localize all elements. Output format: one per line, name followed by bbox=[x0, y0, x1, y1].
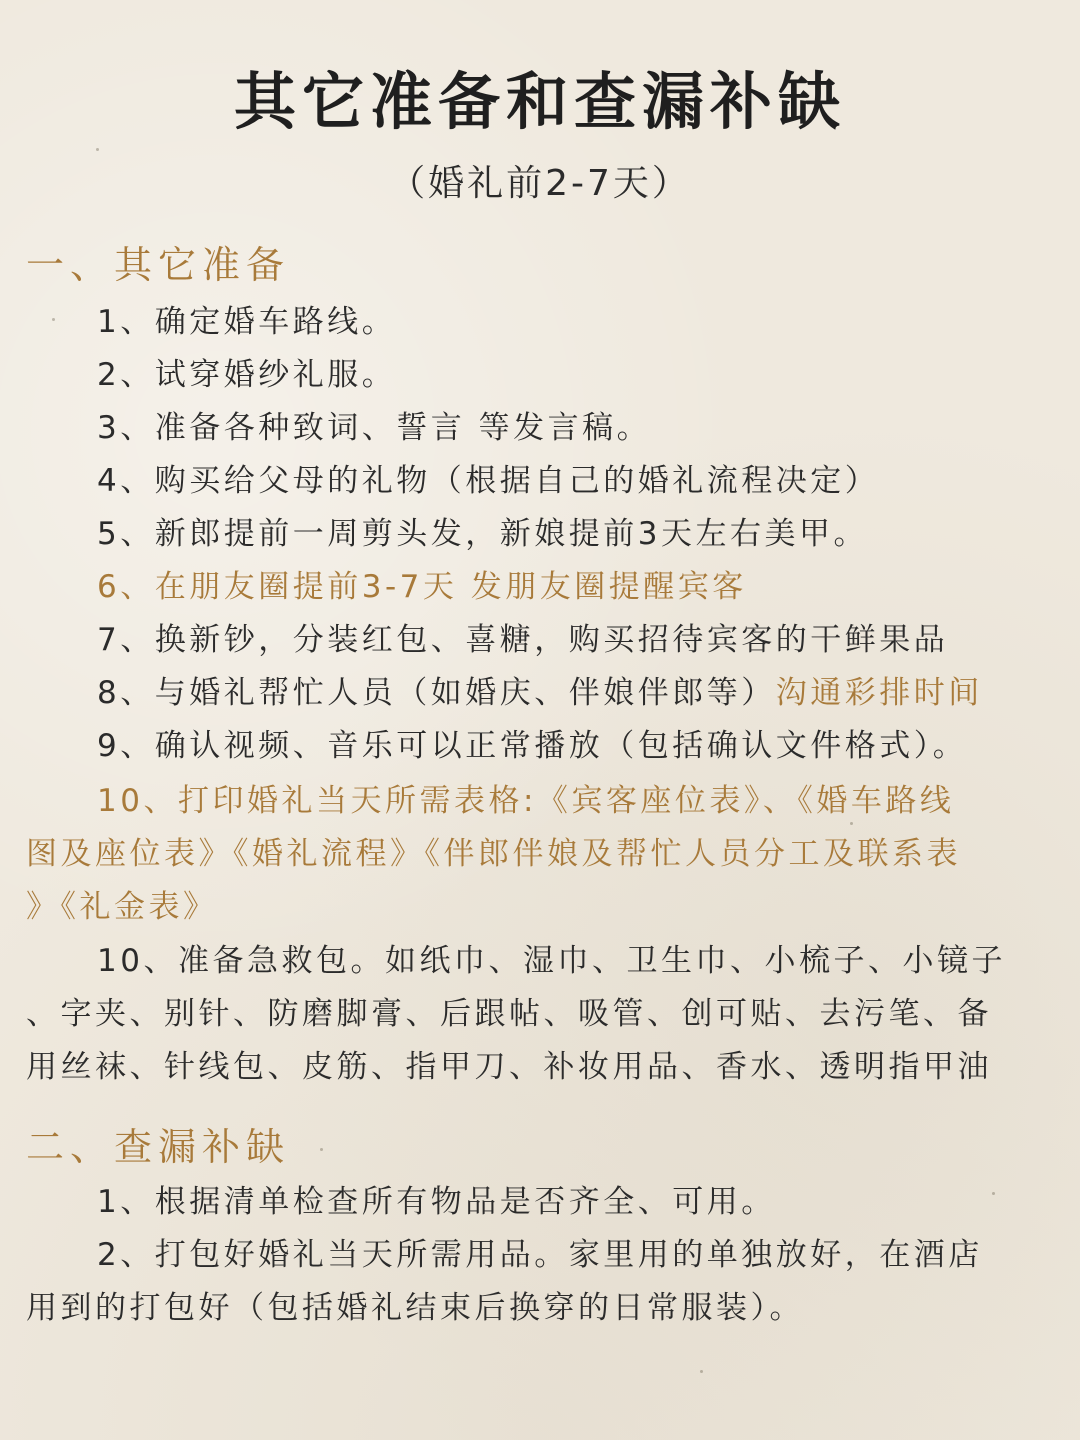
list-item-continued: 用到的打包好（包括婚礼结束后换穿的日常服装）。 bbox=[26, 1290, 804, 1326]
page-title: 其它准备和查漏补缺 bbox=[233, 65, 846, 138]
paper-speck bbox=[700, 1370, 703, 1373]
list-item: 9、确认视频、音乐可以正常播放（包括确认文件格式）。 bbox=[97, 728, 968, 764]
paper-speck bbox=[96, 148, 99, 151]
list-item: 3、准备各种致词、誓言 等发言稿。 bbox=[97, 410, 652, 446]
list-item-highlighted: 10、打印婚礼当天所需表格:《宾客座位表》、《婚车路线 bbox=[97, 783, 955, 819]
page-subtitle: （婚礼前2-7天） bbox=[389, 163, 691, 204]
paper-speck bbox=[992, 1192, 995, 1195]
list-item-highlighted-continued: 图及座位表》《婚礼流程》《伴郎伴娘及帮忙人员分工及联系表 bbox=[26, 836, 961, 872]
list-item: 5、新郎提前一周剪头发，新娘提前3天左右美甲。 bbox=[97, 516, 868, 552]
paper-speck bbox=[850, 822, 853, 825]
paper-speck bbox=[52, 318, 55, 321]
list-item-highlight: 沟通彩排时间 bbox=[775, 675, 983, 711]
list-item: 2、试穿婚纱礼服。 bbox=[97, 357, 397, 393]
section-heading-other-preparations: 一、其它准备 bbox=[26, 243, 291, 287]
list-item bbox=[97, 667, 983, 712]
paper-speck bbox=[320, 1148, 323, 1151]
list-item-highlighted-continued: 》《礼金表》 bbox=[26, 889, 218, 925]
list-item-highlighted: 6、在朋友圈提前3-7天 发朋友圈提醒宾客 bbox=[97, 569, 747, 605]
section-heading-check-gaps: 二、查漏补缺 bbox=[26, 1125, 291, 1169]
list-item: 4、购买给父母的礼物（根据自己的婚礼流程决定） bbox=[97, 463, 880, 499]
list-item: 1、根据清单检查所有物品是否齐全、可用。 bbox=[97, 1184, 776, 1220]
list-item: 7、换新钞，分装红包、喜糖，购买招待宾客的干鲜果品 bbox=[97, 622, 949, 658]
list-item: 1、确定婚车路线。 bbox=[97, 304, 397, 340]
list-item-text: 8、与婚礼帮忙人员（如婚庆、伴娘伴郎等） bbox=[97, 675, 776, 711]
list-item: 2、打包好婚礼当天所需用品。家里用的单独放好，在酒店 bbox=[97, 1237, 983, 1273]
list-item: 10、准备急救包。如纸巾、湿巾、卫生巾、小梳子、小镜子 bbox=[97, 943, 1006, 979]
list-item-continued: 、字夹、别针、防磨脚膏、后跟帖、吸管、创可贴、去污笔、备 bbox=[26, 996, 992, 1032]
list-item-continued: 用丝袜、针线包、皮筋、指甲刀、补妆用品、香水、透明指甲油 bbox=[26, 1049, 992, 1085]
